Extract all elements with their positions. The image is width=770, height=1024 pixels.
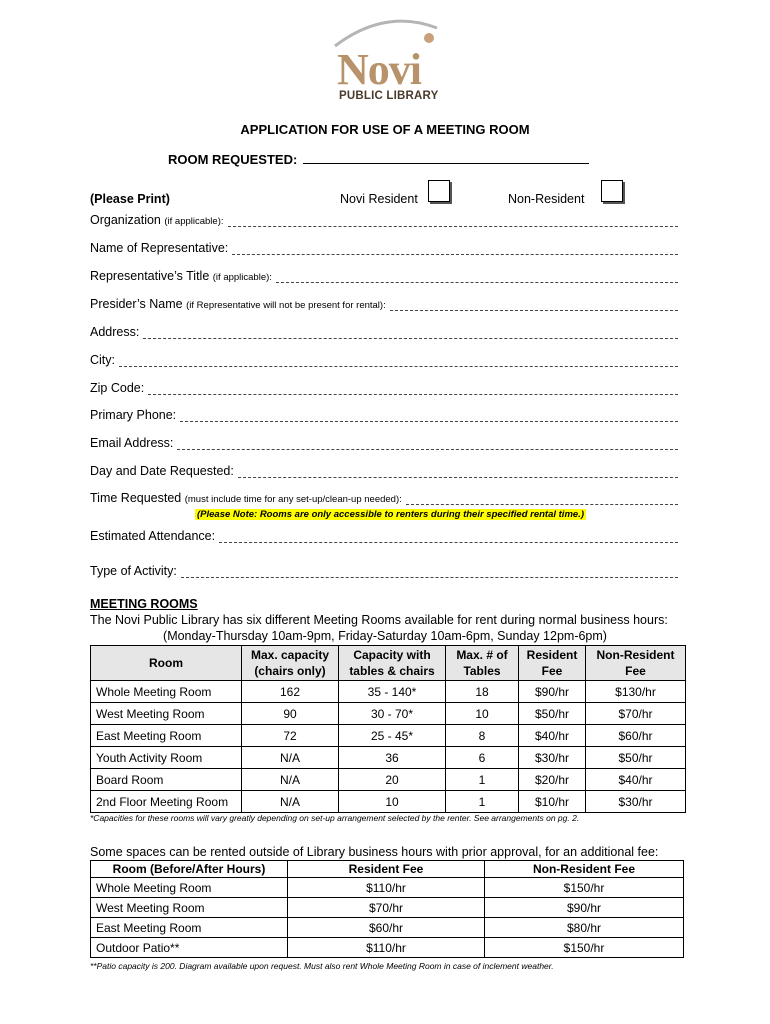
library-logo [325, 14, 445, 106]
meeting-rooms-intro: The Novi Public Library has six different Meeting Rooms available for rent during normal business hours: [90, 613, 668, 627]
table-row: Outdoor Patio** $110/hr $150/hr [91, 938, 684, 958]
table-row: 2nd Floor Meeting Room N/A 10 1 $10/hr $30/hr [91, 791, 686, 813]
non-resident-checkbox[interactable] [601, 180, 623, 202]
form-title: APPLICATION FOR USE OF A MEETING ROOM [240, 122, 530, 137]
table-row: Whole Meeting Room $110/hr $150/hr [91, 878, 684, 898]
col-header-room-hours: Room (Before/After Hours) [91, 861, 288, 878]
field-type-of-activity[interactable]: Type of Activity: [90, 564, 678, 578]
col-header-nonresident-fee: Non-Resident Fee [586, 646, 686, 681]
non-resident-label: Non-Resident [508, 192, 585, 206]
field-estimated-attendance[interactable]: Estimated Attendance: [90, 529, 678, 543]
novi-resident-checkbox[interactable] [428, 180, 450, 202]
capacity-footnote: *Capacities for these rooms will vary greatly depending on set-up arrangement selected by the renter. See arrangements on pg. 2. [90, 813, 580, 823]
business-hours: (Monday-Thursday 10am-9pm, Friday-Saturday 10am-6pm, Sunday 12pm-6pm) [163, 629, 607, 643]
field-primary-phone[interactable]: Primary Phone: [90, 408, 678, 422]
rental-time-note: (Please Note: Rooms are only accessible to renters during their specified rental time.) [197, 509, 584, 520]
room-requested-label: ROOM REQUESTED: [168, 152, 298, 167]
field-representative-title[interactable]: Representative’s Title (if applicable): [90, 269, 678, 283]
novi-resident-label: Novi Resident [340, 192, 418, 206]
please-print-label: (Please Print) [90, 192, 170, 206]
field-email-address[interactable]: Email Address: [90, 436, 678, 450]
field-organization[interactable]: Organization (if applicable): [90, 213, 678, 227]
table-row: West Meeting Room $70/hr $90/hr [91, 898, 684, 918]
after-hours-table [90, 860, 684, 958]
room-requested-line[interactable] [303, 151, 589, 164]
col-header-max-tables: Max. # of Tables [446, 646, 519, 681]
col-header-max-capacity: Max. capacity (chairs only) [242, 646, 339, 681]
table-row: Whole Meeting Room 162 35 - 140* 18 $90/hr $130/hr [91, 681, 686, 703]
table-header-row [91, 861, 684, 878]
field-day-date[interactable]: Day and Date Requested: [90, 464, 678, 478]
logo-subtitle: PUBLIC LIBRARY [339, 90, 439, 102]
field-address[interactable]: Address: [90, 325, 678, 339]
col-header-nonresident-fee: Non-Resident Fee [485, 861, 684, 878]
table-row: Board Room N/A 20 1 $20/hr $40/hr [91, 769, 686, 791]
col-header-room: Room [91, 646, 242, 681]
col-header-resident-fee: Resident Fee [288, 861, 485, 878]
field-representative-name[interactable]: Name of Representative: [90, 241, 678, 255]
field-zip-code[interactable]: Zip Code: [90, 381, 678, 395]
field-time-requested[interactable]: Time Requested (must include time for any set-up/clean-up needed): [90, 491, 678, 505]
table-row: West Meeting Room 90 30 - 70* 10 $50/hr $70/hr [91, 703, 686, 725]
field-presider-name[interactable]: Presider’s Name (if Representative will not be present for rental): [90, 297, 678, 311]
after-hours-intro: Some spaces can be rented outside of Library business hours with prior approval, for an additional fee: [90, 845, 659, 859]
meeting-rooms-heading: MEETING ROOMS [90, 597, 198, 611]
room-requested-row[interactable] [168, 151, 589, 167]
logo-wordmark: Novi [337, 45, 421, 94]
patio-footnote: **Patio capacity is 200. Diagram available upon request. Must also rent Whole Meeting Room in case of inclement weather. [90, 961, 554, 971]
col-header-resident-fee: Resident Fee [519, 646, 586, 681]
table-header-row [91, 646, 686, 681]
table-row: East Meeting Room 72 25 - 45* 8 $40/hr $60/hr [91, 725, 686, 747]
meeting-rooms-table [90, 645, 686, 813]
col-header-capacity-tables: Capacity with tables & chairs [339, 646, 446, 681]
table-row: East Meeting Room $60/hr $80/hr [91, 918, 684, 938]
field-city[interactable]: City: [90, 353, 678, 367]
table-row: Youth Activity Room N/A 36 6 $30/hr $50/hr [91, 747, 686, 769]
